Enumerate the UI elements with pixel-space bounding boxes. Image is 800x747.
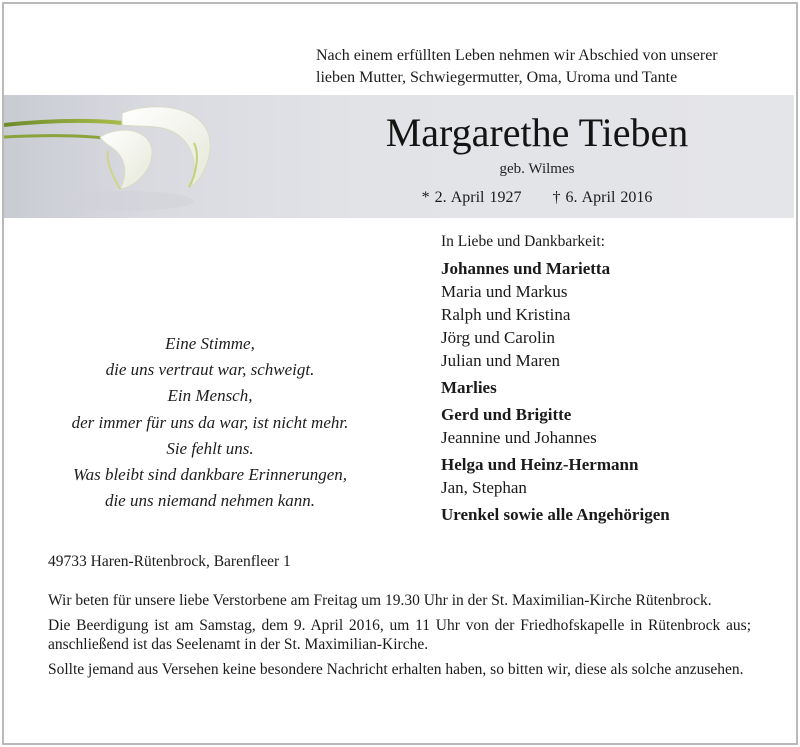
name-banner [4,95,794,218]
intro-line-2: lieben Mutter, Schwiegermutter, Oma, Uroma und Tante [316,69,678,86]
poem-line: Ein Mensch, [167,386,253,406]
family-member: Ralph und Kristina [441,305,571,324]
memorial-poem [30,331,390,514]
family-head: Gerd und Brigitte [441,405,572,424]
death-date: † 6. April 2016 [552,189,653,206]
poem-line: die uns vertraut war, schweigt. [105,360,315,380]
life-dates [304,189,770,207]
prayer-notice: Wir beten für unsere liebe Verstorbene am Freitag um 19.30 Uhr in der St. Maximilian-Kirche Rütenbrock. [48,592,712,609]
family-head: Johannes und Marietta [441,259,611,278]
deceased-name: Margarethe Tieben [385,110,689,155]
notices [48,591,751,684]
intro-text [316,45,766,89]
family-list [441,233,771,526]
family-member: Jan, Stephan [441,478,527,497]
poem-line: Eine Stimme, [165,334,255,353]
family-head: Marlies [441,378,497,397]
family-head: Urenkel sowie alle Angehörigen [441,505,670,524]
funeral-notice: Die Beerdigung ist am Samstag, dem 9. April 2016, um 11 Uhr von der Friedhofskapelle in Rütenbrock aus; anschließend ist das Seelenamt in der St. Maximilian-Kirche. [48,616,751,653]
address: 49733 Haren-Rütenbrock, Barenfleer 1 [48,553,291,570]
poem-line: Sie fehlt uns. [166,438,254,458]
family-member: Jeannine und Johannes [441,428,597,447]
poem-line: der immer für uns da war, ist nicht mehr. [71,412,349,432]
thanks-heading: In Liebe und Dankbarkeit: [441,233,605,250]
birth-date: * 2. April 1927 [421,189,522,206]
no-notification-notice: Sollte jemand aus Versehen keine besondere Nachricht erhalten haben, so bitten wir, diese als solche anzusehen. [48,660,744,678]
poem-line: Was bleibt sind dankbare Erinnerungen, [72,465,348,485]
family-member: Maria und Markus [441,282,568,301]
intro-line-1: Nach einem erfüllten Leben nehmen wir Abschied von unserer [316,47,718,64]
birth-name: geb. Wilmes [499,161,575,177]
calla-lily-flower-icon [4,95,234,218]
family-member: Jörg und Carolin [441,328,555,347]
family-head: Helga und Heinz-Hermann [441,455,639,474]
poem-line: die uns niemand nehmen kann. [104,491,316,511]
family-member: Julian und Maren [441,351,560,370]
